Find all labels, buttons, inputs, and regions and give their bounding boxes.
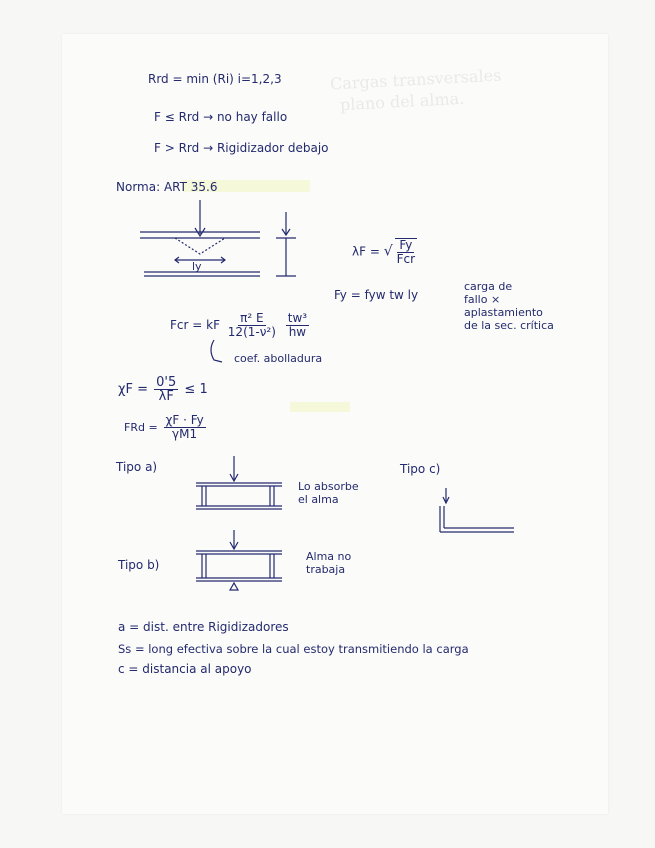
highlight-mid — [290, 402, 350, 412]
tipo-a-note — [298, 480, 359, 506]
definition-c: c = distancia al apoyo — [118, 662, 252, 676]
f-gt-rrd-line: F > Rrd → Rigidizador debajo — [154, 141, 329, 155]
ghost-title-line-1: Cargas transversales — [329, 65, 502, 94]
carga-fallo-line-3: aplastamiento — [464, 306, 543, 319]
lambda-f-lhs: λF = — [352, 244, 380, 259]
tipo-a-note-line-1: Lo absorbe — [298, 480, 359, 493]
frd-den: γM1 — [172, 427, 198, 441]
tipo-a-note-line-2: el alma — [298, 493, 339, 506]
tipo-a-diagram — [194, 456, 286, 512]
chi-f-den: λF — [158, 389, 174, 404]
tipo-c-diagram — [436, 488, 516, 536]
tipo-b-note — [306, 550, 351, 576]
coef-abolladura-label: coef. abolladura — [234, 352, 323, 365]
fcr-num-2: tw³ — [287, 311, 308, 325]
ly-label: ly — [192, 260, 202, 273]
fcr-den-1: 12(1-ν²) — [227, 325, 276, 339]
carga-fallo-line-4: de la sec. crítica — [464, 319, 554, 332]
beam-load-diagram — [140, 196, 280, 286]
tipo-c-label: Tipo c) — [400, 462, 441, 476]
tipo-b-label: Tipo b) — [118, 558, 160, 572]
chi-f-num: 0'5 — [156, 375, 177, 390]
coef-pointer-arrow — [206, 340, 226, 364]
fcr-lhs: Fcr = kF — [170, 318, 220, 332]
fy-equation: Fy = fyw tw ly — [334, 288, 419, 302]
tipo-a-label: Tipo a) — [116, 460, 158, 474]
chi-f-rhs: ≤ 1 — [184, 382, 208, 397]
norma-heading: Norma: ART 35.6 — [116, 180, 218, 194]
lambda-f-num: Fy — [399, 238, 413, 252]
carga-fallo-note — [464, 280, 554, 332]
tipo-b-note-line-1: Alma no — [306, 550, 352, 563]
frd-lhs: FRd = — [124, 421, 158, 434]
definition-ss: Ss = long efectiva sobre la cual estoy transmitiendo la carga — [118, 642, 469, 656]
carga-fallo-line-1: carga de — [464, 280, 513, 293]
tipo-b-note-line-2: trabaja — [306, 563, 346, 576]
rrd-min-equation: Rrd = min (Ri) i=1,2,3 — [148, 72, 282, 86]
frd-num: χF · Fy — [165, 413, 204, 427]
fcr-num-1: π² E — [240, 311, 264, 325]
lambda-f-den: Fcr — [396, 252, 416, 266]
chi-f-lhs: χF = — [118, 382, 149, 397]
frd-equation — [124, 414, 208, 441]
f-le-rrd-line: F ≤ Rrd → no hay fallo — [154, 110, 288, 124]
tipo-b-diagram — [194, 530, 286, 594]
carga-fallo-line-2: fallo × — [464, 293, 501, 306]
fcr-equation — [170, 312, 311, 339]
ghost-title-line-2: plano del alma. — [339, 88, 465, 115]
web-section-diagram — [272, 212, 302, 282]
lambda-f-equation: λF = √ $\frac{Fy}{\text{Fcr}}$ — [352, 238, 416, 266]
fcr-den-2: hw — [288, 325, 307, 339]
chi-f-equation — [118, 376, 208, 403]
definition-a: a = dist. entre Rigidizadores — [118, 620, 289, 634]
